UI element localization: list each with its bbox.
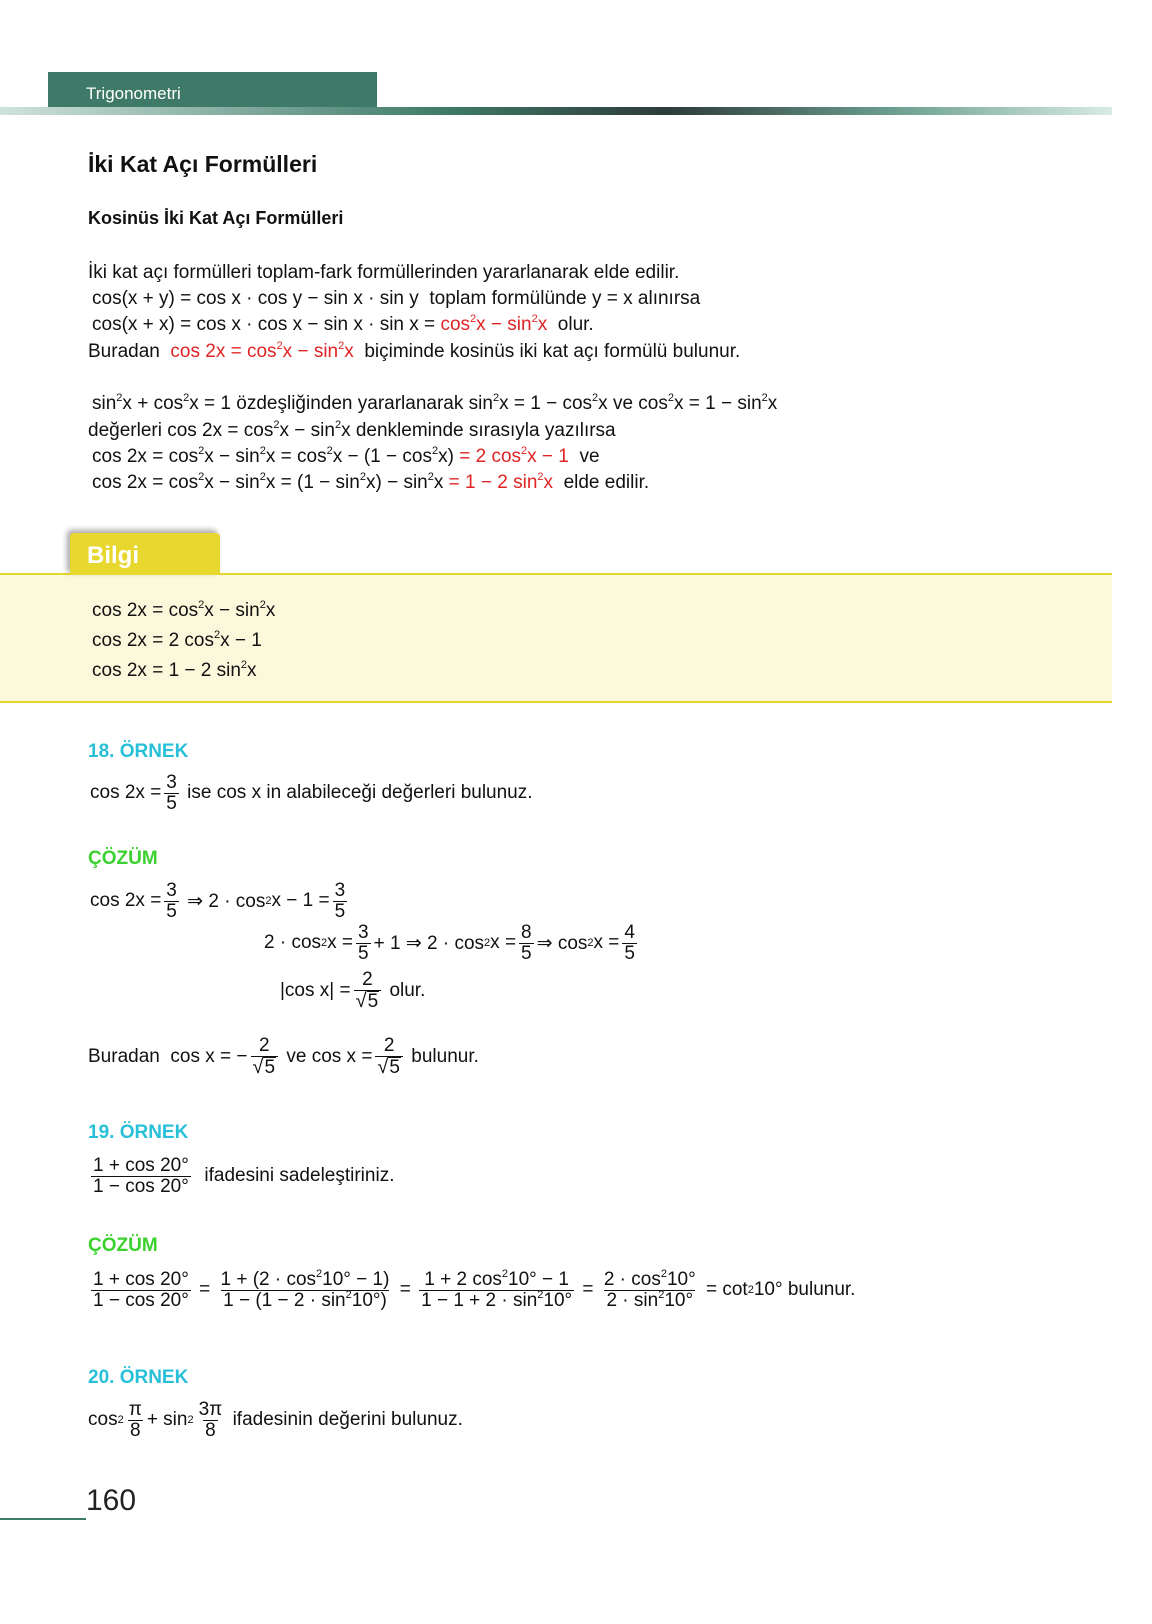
- derivation-line-7: $\cos 2x = \cos^2x - \sin^2x = \cos^2x - (1 - \cos^2x) = 2$ $\cos^2x - 1$ ve: [92, 445, 600, 467]
- derivation-line-2: cos(x + y) = cos x · cos y − sin x · sin y toplam formülünde y = x alınırsa: [92, 288, 701, 309]
- derivation-line-5: $\sin^2x + \cos^2x = 1$ özdeşliğinden yararlanarak $\sin^2x = 1 - \cos^2x$ ve $\cos^2x = 1 - \sin^2x$: [92, 392, 778, 414]
- solution-18-result: Buradan cos x = − 2 √ 5 ve cos x = 2 √ 5 bulunur.: [88, 1035, 479, 1078]
- derivation-intro: İki kat açı formülleri toplam-fark formüllerinden yararlanarak elde edilir.: [88, 262, 680, 283]
- example-18-label: 18. ÖRNEK: [88, 741, 189, 762]
- header-rule: [0, 107, 1112, 115]
- solution-18-step-2: 2 · cos 2 x = $\frac{3}{5}$ + 1 ⇒ 2 · cos 2 x = $\frac{8}{5}$ ⇒ cos 2 x = $\frac{4}{5}$: [264, 922, 635, 964]
- solution-18-label: ÇÖZÜM: [88, 848, 158, 869]
- header-tab-label: Trigonometri: [86, 84, 181, 103]
- section-title: İki Kat Açı Formülleri: [88, 151, 318, 177]
- example-19-text: $\frac{1 + \cos 20^\circ}{1 - \cos 20^\circ}$ ifadesini sadeleştiriniz.: [93, 1155, 395, 1197]
- example-20-label: 20. ÖRNEK: [88, 1367, 189, 1388]
- footer-rule: [0, 1518, 86, 1520]
- section-subtitle: Kosinüs İki Kat Açı Formülleri: [88, 208, 344, 228]
- example-18-text: cos 2x = $\frac{3}{5}$ ise cos x in alabileceği değerleri bulunuz.: [90, 772, 533, 814]
- derivation-line-4: Buradan $\cos 2x = \cos^2x - \sin^2x$ biçiminde kosinüs iki kat açı formülü bulunur.: [88, 340, 741, 362]
- page-number: 160: [86, 1484, 137, 1517]
- info-formula-1: $\cos 2x = \cos^2x - \sin^2x$: [92, 599, 276, 621]
- derivation-line-6: değerleri $\cos 2x = \cos^2x - \sin^2x$ denkleminde sırasıyla yazılırsa: [88, 419, 616, 441]
- derivation-line-8: $\cos 2x = \cos^2x - \sin^2x = (1 - \sin^2x) - \sin^2x = 1 - 2$ $\sin^2x$ elde edilir.: [92, 471, 650, 493]
- info-formula-2: cos 2x = 2 $\cos^2x - 1$: [92, 629, 262, 651]
- solution-19-label: ÇÖZÜM: [88, 1235, 158, 1256]
- info-box-label: Bilgi: [87, 542, 139, 569]
- solution-19-equation: $\frac{1 + \cos 20^\circ}{1 - \cos 20^\circ}$ = $\frac{1 + (2 \cdot \cos^210^\circ - 1)}{1 - (1 - 2 \cdot \sin^210^\circ)}$ = $\frac{1 + 2 \cos^210^\circ - 1}{1 - 1 + 2 \cdot \sin^210^\circ}$ = $\frac{2 \cdot \cos^210^\circ}{2 \cdot \sin^210^\circ}$ = cot 2 10° bulunur.: [93, 1268, 856, 1311]
- info-formula-3: cos 2x = 1 − 2 $\sin^2x$: [92, 659, 257, 681]
- example-19-label: 19. ÖRNEK: [88, 1122, 189, 1143]
- solution-18-step-3: |cos x| = 2 √ 5 olur.: [280, 969, 426, 1012]
- solution-18-step-1: cos 2x = $\frac{3}{5}$ ⇒ 2 · cos 2 x − 1 = $\frac{3}{5}$: [90, 880, 346, 922]
- example-20-text: cos 2 $\frac{\pi}{8}$ + sin 2 $\frac{3\pi}{8}$ ifadesinin değerini bulunuz.: [88, 1399, 463, 1441]
- derivation-line-3: $\cos(x + x) = \cos x \cdot \cos x - \sin x \cdot \sin x = \cos^2x - \sin^2x$ olur.: [92, 313, 594, 335]
